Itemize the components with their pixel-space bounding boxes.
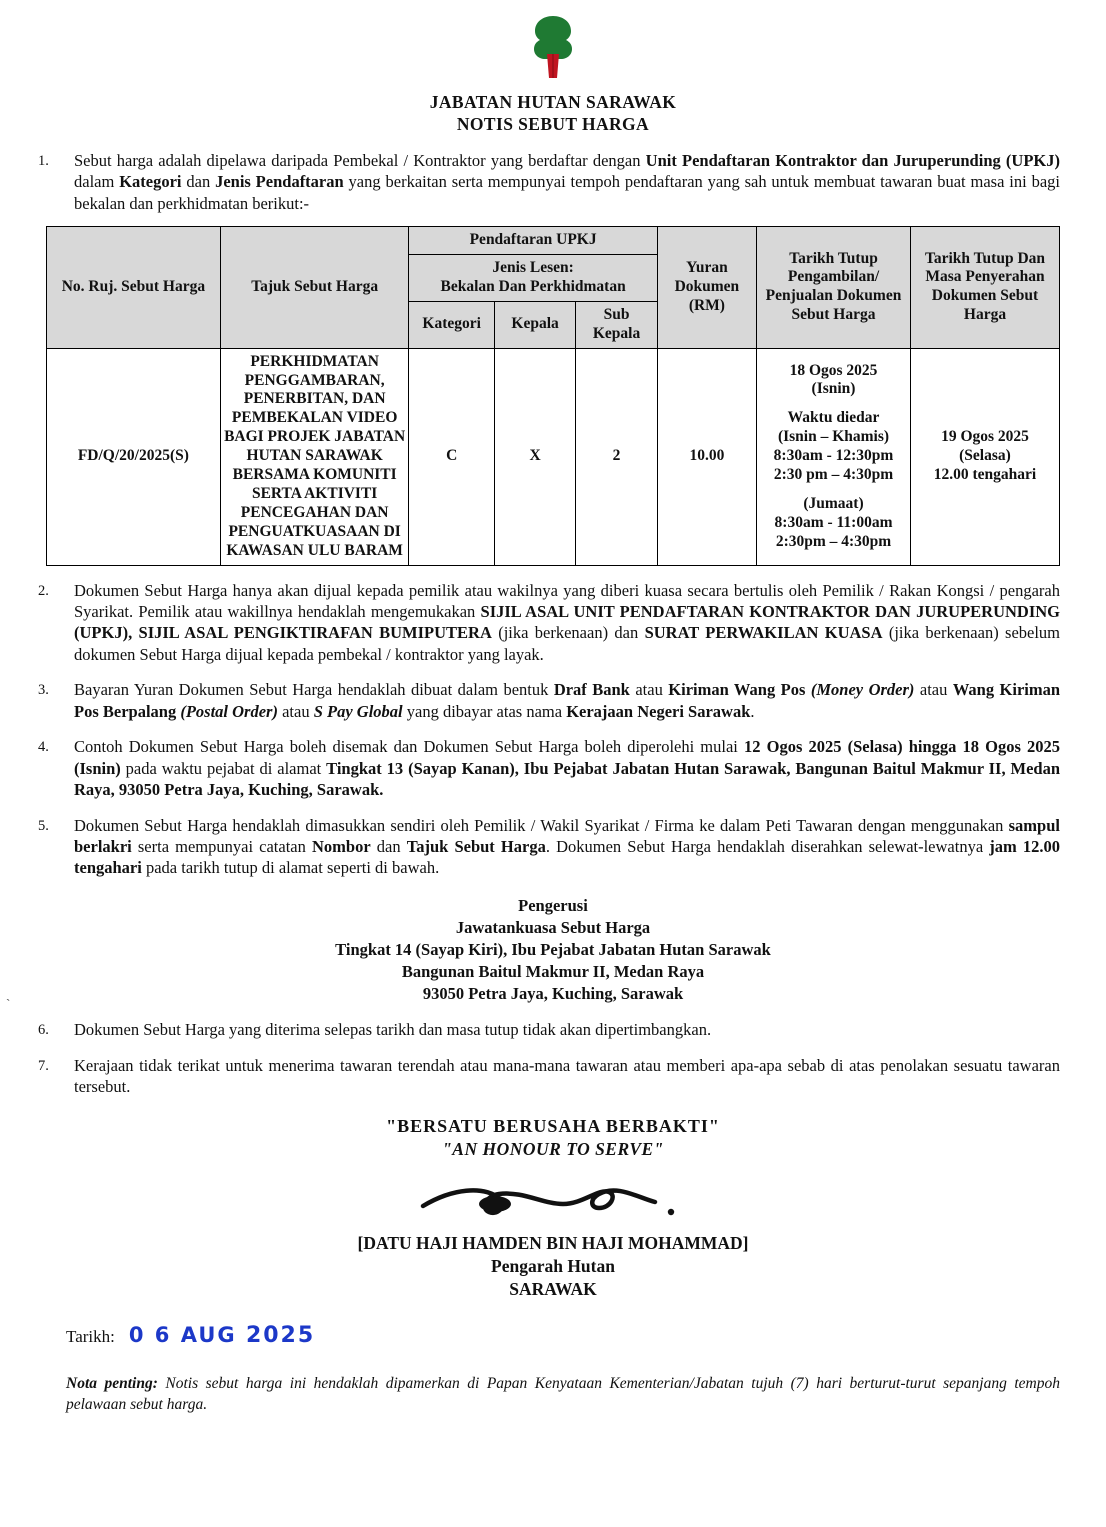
clause-2-b1: SIJIL ASAL UNIT PENDAFTARAN KONTRAKTOR DAN JURUPERUNDING (UPKJ), SIJIL ASAL PENGIKTIRAFAN BUMIPUTERA	[74, 602, 1061, 643]
cell-subkepala: 2	[576, 348, 657, 565]
ambil-date: 18 Ogos 2025	[789, 361, 878, 379]
cell-yuran: 10.00	[657, 348, 756, 565]
table-header-row-1	[47, 227, 1060, 255]
submission-address	[0, 895, 1106, 1006]
signatory-state: SARAWAK	[509, 1278, 597, 1299]
org-title-line1: JABATAN HUTAN SARAWAK	[429, 92, 677, 112]
clause-1-t2: dalam	[74, 172, 120, 192]
motto-malay: "BERSATU BERUSAHA BERBAKTI"	[386, 1115, 720, 1136]
serah-day: (Selasa)	[959, 447, 1011, 465]
clause-5-number: 5.	[38, 817, 49, 834]
clause-2-t2: (jika berkenaan) dan	[491, 623, 645, 643]
important-note	[66, 1374, 1060, 1415]
page-margin-mark: `	[6, 996, 11, 1011]
clause-6-number: 6.	[38, 1022, 49, 1039]
clause-3-number: 3.	[38, 682, 49, 699]
cell-tarikh-serah	[910, 348, 1059, 565]
org-title-line2: NOTIS SEBUT HARGA	[456, 114, 650, 135]
clause-4-t2: pada waktu pejabat di alamat	[120, 758, 327, 778]
clause-5-b4: jam 12.00 tengahari	[74, 836, 1061, 878]
th-subkepala: Sub Kepala	[576, 301, 657, 348]
cell-ref: FD/Q/20/2025(S)	[47, 348, 221, 565]
address-line-2: Jawatankuasa Sebut Harga	[455, 917, 651, 937]
clause-1-b3: Jenis Pendaftaran	[215, 172, 344, 192]
th-licence-line2: Bekalan Dan Perkhidmatan	[440, 277, 626, 295]
clause-1	[36, 136, 1060, 214]
th-licence-line1: Jenis Lesen:	[492, 259, 574, 276]
clause-4-b2: Tingkat 13 (Sayap Kanan), Ibu Pejabat Jabatan Hutan Sarawak, Bangunan Baitul Makmur II, Medan Raya, 93050 Petra Jaya, Kuching, Sarawak.	[74, 758, 1061, 800]
clause-5-t1: Dokumen Sebut Harga hendaklah dimasukkan sendiri oleh Pemilik / Wakil Syarikat / Firma ke dalam Peti Tawaran dengan menggunakan	[74, 815, 1009, 835]
clause-7-number: 7.	[38, 1057, 49, 1074]
serah-time: 12.00 tengahari	[933, 466, 1037, 484]
th-ref: No. Ruj. Sebut Harga	[47, 227, 221, 349]
clause-4-number: 4.	[38, 739, 49, 756]
signatory-name: [DATU HAJI HAMDEN BIN HAJI MOHAMMAD]	[357, 1232, 749, 1253]
org-title	[0, 91, 1106, 136]
ambil-label: Waktu diedar	[787, 409, 880, 427]
date-line	[66, 1323, 1106, 1348]
clause-1-t4: yang berkaitan serta mempunyai tempoh pendaftaran yang sah untuk membuat tawaran buat masa ini bagi bekalan dan perkhidmatan berikut:-	[74, 172, 1060, 213]
address-line-4: Bangunan Baitul Makmur II, Medan Raya	[401, 962, 705, 982]
th-tarikh-ambil: Tarikh Tutup Pengambilan/ Penjualan Dokumen Sebut Harga	[757, 227, 911, 349]
clause-5-body	[74, 815, 1060, 879]
note-text: Notis sebut harga ini hendaklah dipamerkan di Papan Kenyataan Kementerian/Jabatan tujuh (7) hari berturut-turut sepanjang tempoh pelawaan sebut harga.	[66, 1374, 1060, 1413]
cell-kepala: X	[494, 348, 575, 565]
ambil-time3: 8:30am - 11:00am	[774, 513, 893, 531]
clause-3-t1: Bayaran Yuran Dokumen Sebut Harga hendaklah dibuat dalam bentuk	[74, 680, 554, 700]
ambil-days1: (Isnin – Khamis)	[777, 428, 890, 446]
clause-3	[36, 665, 1060, 722]
clause-3-b5: Kerajaan Negeri Sarawak	[566, 701, 751, 721]
clause-2-body	[74, 580, 1060, 666]
address-line-5: 93050 Petra Jaya, Kuching, Sarawak	[422, 984, 684, 1004]
clause-3-b1: Draf Bank	[553, 680, 630, 700]
clause-5-t3: dan	[370, 836, 407, 856]
stamp-year: 2025	[245, 1322, 316, 1348]
clause-6-body: Dokumen Sebut Harga yang diterima selepas tarikh dan masa tutup tidak akan dipertimbangkan.	[74, 1020, 712, 1040]
th-kategori: Kategori	[409, 301, 494, 348]
clause-7-body: Kerajaan tidak terikat untuk menerima tawaran terendah atau mana-mana tawaran atau memberi apa-apa sebab di atas penolakan sesuatu tawaran tersebut.	[74, 1055, 1060, 1097]
clause-4-body	[74, 736, 1060, 800]
th-upkj: Pendaftaran UPKJ	[409, 227, 657, 255]
ambil-days2: (Jumaat)	[803, 494, 864, 512]
clause-5-t5: pada tarikh tutup di alamat seperti di bawah.	[141, 858, 440, 878]
clause-4-t1: Contoh Dokumen Sebut Harga boleh disemak dan Dokumen Sebut Harga boleh diperolehi mulai	[74, 737, 744, 757]
cell-tarikh-ambil	[757, 348, 911, 565]
signatory-block	[0, 1232, 1106, 1301]
clause-6	[36, 1005, 1060, 1040]
clause-5-b2: Nombor	[312, 836, 371, 856]
address-line-1: Pengerusi	[518, 895, 588, 915]
th-tarikh-serah: Tarikh Tutup Dan Masa Penyerahan Dokumen Sebut Harga	[910, 227, 1059, 349]
th-licence	[409, 255, 657, 302]
table-row	[47, 348, 1060, 565]
stamp-day: 0 6	[128, 1322, 172, 1347]
logo-container	[0, 0, 1106, 85]
clause-3-t6: .	[750, 701, 755, 721]
clause-5-t2: serta mempunyai catatan	[131, 836, 312, 856]
th-title: Tajuk Sebut Harga	[220, 227, 409, 349]
clause-1-number: 1.	[38, 152, 49, 169]
signature-mark	[0, 1178, 1106, 1232]
clause-5	[36, 801, 1060, 879]
clause-1-b2: Kategori	[119, 172, 182, 192]
clause-4	[36, 722, 1060, 800]
clause-3-t2: atau	[629, 680, 669, 700]
cell-title: PERKHIDMATAN PENGGAMBARAN, PENERBITAN, DAN PEMBEKALAN VIDEO BAGI PROJEK JABATAN HUTAN SARAWAK BERSAMA KOMUNITI SERTA AKTIVITI PENCEGAHAN DAN PENGUATKUASAAN DI KAWASAN ULU BARAM	[220, 348, 409, 565]
quotation-table	[46, 226, 1060, 566]
address-line-3: Tingkat 14 (Sayap Kiri), Ibu Pejabat Jabatan Hutan Sarawak	[335, 940, 771, 960]
clause-5-t4: . Dokumen Sebut Harga hendaklah diserahkan selewat-lewatnya	[545, 836, 990, 856]
clause-3-body	[74, 679, 1060, 722]
clause-2-number: 2.	[38, 582, 49, 599]
ambil-time2: 2:30 pm – 4:30pm	[773, 466, 894, 484]
clause-3-b4: S Pay Global	[313, 701, 403, 721]
clause-3-b2: Kiriman Wang Pos	[668, 680, 806, 700]
clause-2-t3: (jika berkenaan) sebelum dokumen Sebut Harga dijual kepada pembekal / kontraktor yang layak.	[74, 623, 1061, 664]
clause-3-i2: (Postal Order)	[180, 701, 278, 721]
clause-3-t4: atau	[277, 701, 314, 721]
clause-3-i1: (Money Order)	[810, 680, 915, 700]
date-label: Tarikh:	[66, 1326, 115, 1346]
tree-logo-icon	[523, 14, 583, 80]
ambil-time1: 8:30am - 12:30pm	[773, 447, 894, 465]
clause-2-t1: Dokumen Sebut Harga hanya akan dijual kepada pemilik atau wakilnya yang diberi kuasa secara bertulis oleh Pemilik / Rakan Kongsi / pengarah Syarikat. Pemilik atau wakillnya hendaklah mengemukakan	[74, 580, 1060, 622]
clause-2-b2: SURAT PERWAKILAN KUASA	[644, 623, 883, 643]
date-stamp	[129, 1323, 315, 1348]
clause-7	[36, 1041, 1060, 1098]
th-yuran: Yuran Dokumen (RM)	[657, 227, 756, 349]
motto-english: "AN HONOUR TO SERVE"	[442, 1138, 664, 1159]
clause-1-t1: Sebut harga adalah dipelawa daripada Pembekal / Kontraktor yang berdaftar dengan	[74, 150, 646, 170]
signatory-position: Pengarah Hutan	[491, 1255, 615, 1276]
clause-1-b1: Unit Pendaftaran Kontraktor dan Juruperunding (UPKJ)	[645, 150, 1060, 170]
note-label: Nota penting:	[66, 1374, 158, 1392]
clause-3-b3: Wang Kiriman Pos Berpalang	[74, 680, 1061, 721]
clause-3-t5: yang dibayar atas nama	[402, 701, 567, 721]
serah-date: 19 Ogos 2025	[941, 428, 1029, 446]
clause-1-body	[74, 150, 1060, 214]
clause-4-b1: 12 Ogos 2025 (Selasa) hingga 18 Ogos 2025 (Isnin)	[74, 737, 1060, 778]
quotation-table-wrap	[46, 226, 1060, 566]
cell-kategori: C	[409, 348, 494, 565]
clause-3-t3: atau	[914, 680, 953, 700]
clause-5-b1: sampul berlakri	[74, 815, 1060, 856]
ambil-day: (Isnin)	[811, 380, 856, 398]
clause-5-b3: Tajuk Sebut Harga	[406, 836, 546, 856]
stamp-month: AUG	[180, 1322, 237, 1347]
ambil-time4: 2:30pm – 4:30pm	[775, 532, 892, 550]
th-kepala: Kepala	[494, 301, 575, 348]
clause-2	[36, 566, 1060, 666]
clause-1-t3: dan	[181, 172, 216, 192]
